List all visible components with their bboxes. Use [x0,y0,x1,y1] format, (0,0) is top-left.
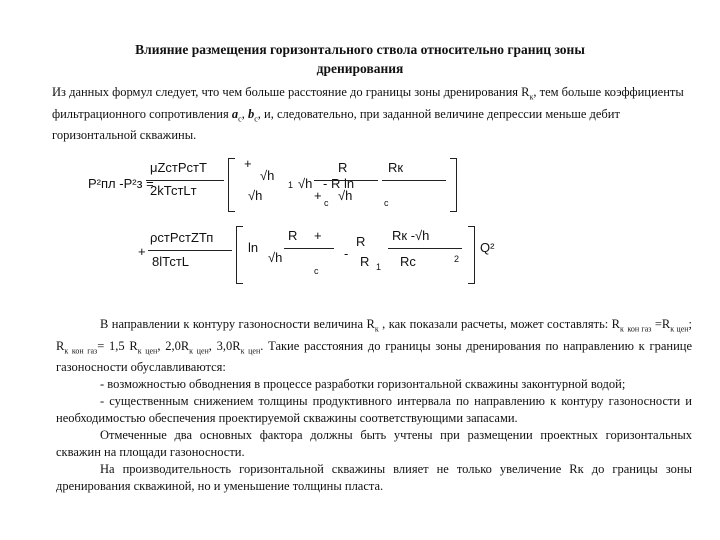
formula2-fraction-bar [148,250,232,251]
intro-text-a: Из данных формул следует, что чем больше расстояние до границы зоны дренирования R [52,85,530,99]
formula-1 [88,158,528,218]
formula2-fraction-bar-2 [284,248,334,249]
formula1-plus-1: + [244,156,252,171]
formula1-vh-3: √h [248,188,263,203]
paragraph-1 [56,316,692,376]
p1-sub-4: к цен [670,324,689,334]
title-line-2: дренирования [316,61,404,76]
intro-coef-b: b [247,106,255,121]
formula1-lhs: P²пл -P²з = [88,176,154,191]
p1-text-a: В направлении к контуру газоносности величина R [100,317,375,331]
formula2-num: ρстРстZТп [150,230,214,245]
formula2-r1: R [288,228,298,243]
formula1-r2: Rк [388,160,404,175]
p1-sub-2: к [620,324,624,334]
intro-paragraph [52,84,692,144]
formula1-num-left: μZстPстТ [150,160,207,175]
formula1-one: 1 [288,180,294,190]
p1-sub-8: к цен [240,346,261,355]
title-line-1: Влияние размещения горизонтального ствола относительно границ зоны [135,42,585,57]
p1-sub-3: кон газ [627,324,652,334]
p1-sub-1: к [374,324,379,334]
p1-text-d: ; R [56,317,693,353]
formula1-vh-1: √h [260,168,275,183]
formula2-ln: ln [248,240,259,255]
formula2-two: 2 [454,254,460,264]
paragraph-3: - существенным снижением толщины продуктивного интервала по направлению к контуру газоносности и необходимостью обеспечения проектируемой скважины соответствующими запасами. [56,394,692,425]
formula2-vh-1: √h [268,250,283,265]
formula1-plus-2: + [314,188,322,203]
formula2-den: 8lТстL [152,254,190,269]
intro-coef-a: a [231,106,239,121]
formula2-bracket-right [468,226,475,284]
formula1-r1: R [338,160,348,175]
formula1-c1: c [324,198,329,208]
formula1-c2: c [384,198,389,208]
formula-2 [138,226,548,288]
p1-sub-6: к цен [137,346,158,355]
paragraph-2: - возможностью обводнения в процессе разработки горизонтальной скважины законтурной водой; [100,377,626,391]
formula2-c: c [314,266,319,276]
paragraph-4: Отмеченные два основных фактора должны быть учтены при размещении проектных горизонтальных скважин на площади газоносности. [56,428,692,459]
formula2-fraction-bar-3 [388,248,462,249]
formula2-plus: + [314,228,322,243]
formula2-r4: R [360,254,370,269]
formula1-ln: - R ln [323,176,355,191]
formula2-minus: - [344,246,349,261]
p1-text-c: =R [651,317,671,331]
formula2-sign: + [138,244,146,259]
p1-text-b: , как показали расчеты, может составлять: R [378,317,621,331]
formula1-fraction-bar [146,180,224,181]
p1-text-f: , 2,0R [157,338,190,353]
p1-sub-5: к кон газ [64,346,98,355]
body-text [56,316,692,495]
p1-text-g: , 3,0R [208,338,241,353]
intro-sub-k: к [529,92,534,102]
paragraph-5: На производительность горизонтальной скважины влияет не только увеличение Rк до границы зоны дренирования скважиной, но и уменьшение толщины пласта. [56,462,692,493]
intro-sub-c2: с [254,114,258,123]
formula2-sub1: 1 [376,262,382,272]
formula1-bracket-right [450,158,457,212]
formula2-q2: Q² [480,240,495,255]
formula1-den-left: 2kТстLт [150,183,197,198]
formula2-bracket-left [236,226,243,284]
formula1-vh-2: √h [298,176,313,191]
formula2-rc: Rc [400,254,416,269]
p1-text-e: = 1,5 R [97,338,138,353]
p1-text-h: . Такие расстояния до границы зоны дренирования по направлению к границе газоносности обуславливаются: [56,338,693,374]
page-title [60,40,660,78]
formula1-fraction-bar-2 [314,180,378,181]
p1-sub-7: к цен [189,346,209,355]
formula2-r3: R [356,234,366,249]
formula2-r2: Rк -√h [392,228,430,243]
intro-sub-c1: с [238,114,242,123]
formula1-bracket-left [228,158,235,212]
intro-comma: , [241,106,248,121]
formula1-fraction-bar-3 [382,180,446,181]
intro-text-c: , и, следовательно, при заданной величине депрессии меньше дебит горизонтальной скважины. [52,106,620,142]
formula1-vh-4: √h [338,188,353,203]
intro-text-b: , тем больше коэффициенты фильтрационного сопротивления [52,85,684,121]
